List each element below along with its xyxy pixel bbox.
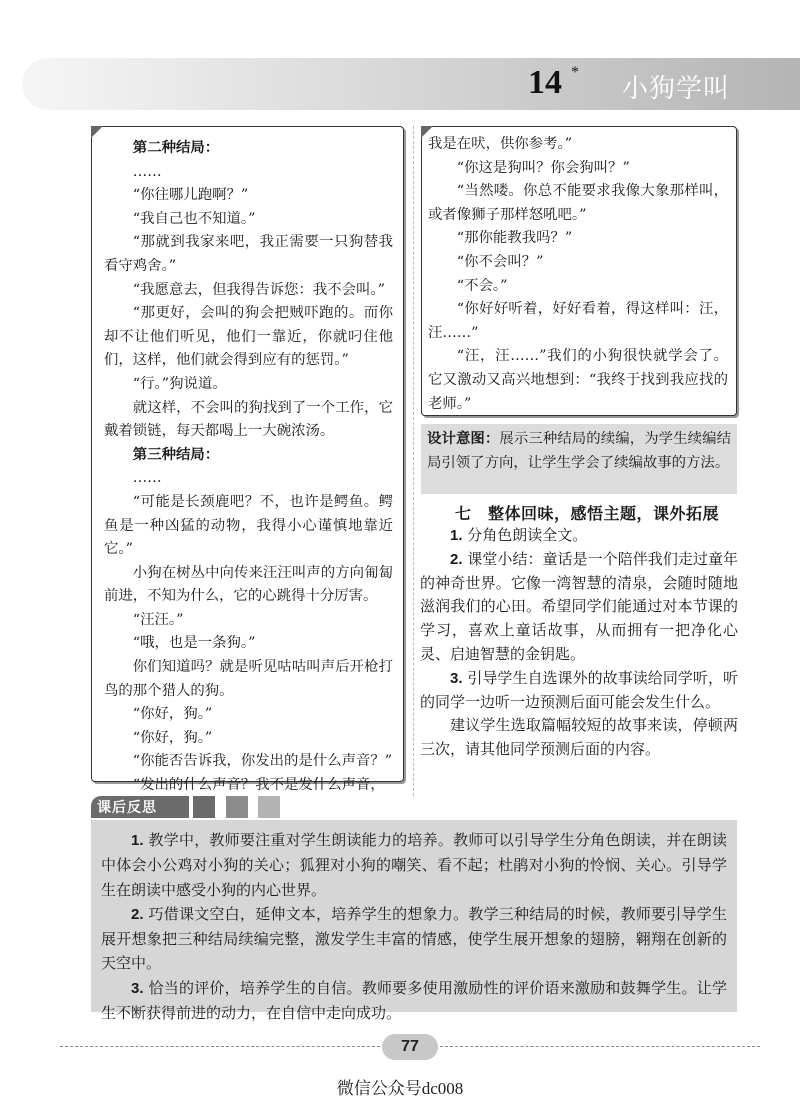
decor-square bbox=[226, 796, 248, 818]
design-intention-label: 设计意图： bbox=[427, 431, 500, 447]
story-line: “可能是长颈鹿吧？不，也许是鳄鱼。鳄鱼是一种凶猛的动物，我得小心谨慎地靠近它。” bbox=[104, 493, 393, 558]
story-line: “汪汪。” bbox=[132, 611, 184, 628]
item-number: 1. bbox=[450, 527, 463, 544]
corner-decoration bbox=[91, 126, 103, 138]
reflection-item bbox=[101, 902, 727, 976]
reflection-label: 课后反思 bbox=[97, 800, 157, 816]
story-line: “不会。” bbox=[456, 277, 508, 294]
story-line: “你不会叫？” bbox=[456, 253, 544, 270]
story-line: 你们知道吗？就是听见咕咕叫声后开枪打鸟的那个猎人的狗。 bbox=[104, 659, 393, 699]
ending-2-heading: 第二种结局： bbox=[132, 140, 220, 156]
item-text: 引导学生自选课外的故事读给同学听，听的同学一边听一边预测后面可能会发生什么。 bbox=[420, 668, 738, 711]
reflection-item bbox=[101, 976, 727, 1026]
column-divider bbox=[413, 126, 414, 796]
reflection-box bbox=[91, 820, 737, 1023]
story-line: 我是在吠，供你参考。” bbox=[428, 136, 573, 152]
story-line: “那就到我家来吧，我正需要一只狗替我看守鸡舍。” bbox=[104, 234, 393, 274]
story-line: “那更好，会叫的狗会把贼吓跑的。而你却不让他们听见，他们一靠近，你就叼住他们，这样，他们就会得到应有的惩罚。” bbox=[104, 305, 393, 369]
watermark-text: 微信公众号dc008 bbox=[336, 1079, 464, 1098]
lesson-star: * bbox=[571, 64, 579, 81]
item-text: 巧借课文空白，延伸文本，培养学生的想象力。教学三种结局的时候，教师要引导学生展开想象把三种结局续编完整，激发学生丰富的情感，使学生展开想象的翅膀，翱翔在创新的天空中。 bbox=[101, 904, 727, 973]
story-line: “当然喽。你总不能要求我像大象那样叫，或者像狮子那样怒吼吧。” bbox=[428, 183, 728, 223]
item-text: 分角色朗读全文。 bbox=[462, 526, 588, 544]
story-line: 小狗在树丛中向传来汪汪叫声的方向匍匐前进，不知为什么，它的心跳得十分厉害。 bbox=[104, 564, 393, 605]
reflection-item bbox=[101, 828, 727, 902]
footer-rule-left bbox=[60, 1046, 380, 1047]
story-line: “你好好听着，好好看着，得这样叫：汪，汪……” bbox=[428, 301, 728, 341]
story-line: “你好，狗。” bbox=[132, 706, 213, 723]
story-line: “发出的什么声音？我不是发什么声音， bbox=[132, 777, 385, 794]
story-line: 就这样，不会叫的狗找到了一个工作，它戴着锁链，每天都喝上一大碗浓汤。 bbox=[104, 399, 393, 440]
story-line: “哦，也是一条狗。” bbox=[132, 635, 256, 652]
corner-decoration bbox=[421, 126, 433, 138]
lesson-title: 小狗学叫 bbox=[622, 74, 731, 104]
story-line: “你能否告诉我，你发出的是什么声音？” bbox=[132, 753, 393, 770]
story-line: “我自己也不知道。” bbox=[132, 210, 256, 227]
item-text: 恰当的评价，培养学生的自信。教师要多使用激励性的评价语来激励和鼓舞学生。让学生不断获得前进的动力，在自信中走向成功。 bbox=[101, 978, 727, 1023]
story-line: “汪，汪……”我们的小狗很快就学会了。它又激动又高兴地想到：“我终于找到我应找的老师。” bbox=[428, 348, 728, 412]
item-text: 课堂小结：童话是一个陪伴我们走过童年的神奇世界。它像一湾智慧的清泉，会随时随地滋润我们的心田。希望同学们能通过对本节课的学习，喜欢上童话故事，从而拥有一把净化心灵、启迪智慧的金钥匙。 bbox=[420, 549, 738, 663]
section-7-title: 七 整体回味，感悟主题，课外拓展 bbox=[455, 504, 720, 523]
item-number: 3. bbox=[450, 669, 463, 687]
item-number: 3. bbox=[131, 979, 144, 997]
list-item bbox=[420, 524, 738, 548]
item-number: 2. bbox=[131, 905, 144, 923]
design-intention-body: 展示三种结局的续编，为学生续编结局引领了方向，让学生学会了续编故事的方法。 bbox=[427, 431, 731, 471]
page-number: 77 bbox=[382, 1034, 438, 1060]
story-line: “我愿意去，但我得告诉您：我不会叫。” bbox=[132, 281, 385, 298]
story-box-left bbox=[91, 126, 404, 794]
list-item bbox=[420, 667, 738, 715]
story-box-right bbox=[421, 126, 737, 416]
story-line: “你好，狗。” bbox=[132, 729, 213, 746]
item-number: 1. bbox=[131, 832, 144, 849]
ellipsis: …… bbox=[132, 470, 162, 487]
footer-rule-right bbox=[440, 1046, 760, 1047]
ellipsis: …… bbox=[132, 163, 162, 180]
story-line: “那你能教我吗？” bbox=[456, 230, 573, 247]
decor-square bbox=[193, 796, 215, 818]
suggestion-text: 建议学生选取篇幅较短的故事来读，停顿两三次，请其他同学预测后面的内容。 bbox=[420, 716, 738, 759]
story-line: “行。”狗说道。 bbox=[132, 375, 227, 392]
item-text: 教学中，教师要注重对学生朗读能力的培养。教师可以引导学生分角色朗读，并在朗读中体会小公鸡对小狗的关心；狐狸对小狗的嘲笑、看不起；杜鹃对小狗的怜悯、关心。引导学生在朗读中感受小狗的内心世界。 bbox=[101, 831, 727, 899]
story-line: “你这是狗叫？你会狗叫？” bbox=[456, 159, 630, 176]
list-item bbox=[420, 548, 738, 667]
decor-square bbox=[258, 796, 280, 818]
story-line: “你往哪儿跑啊？” bbox=[132, 187, 249, 204]
design-intention-text bbox=[427, 428, 731, 475]
lesson-number: 14 bbox=[528, 64, 562, 101]
item-number: 2. bbox=[450, 550, 463, 568]
section-7-body bbox=[420, 524, 738, 762]
ending-3-heading: 第三种结局： bbox=[132, 446, 220, 463]
design-intention-box bbox=[421, 424, 737, 494]
